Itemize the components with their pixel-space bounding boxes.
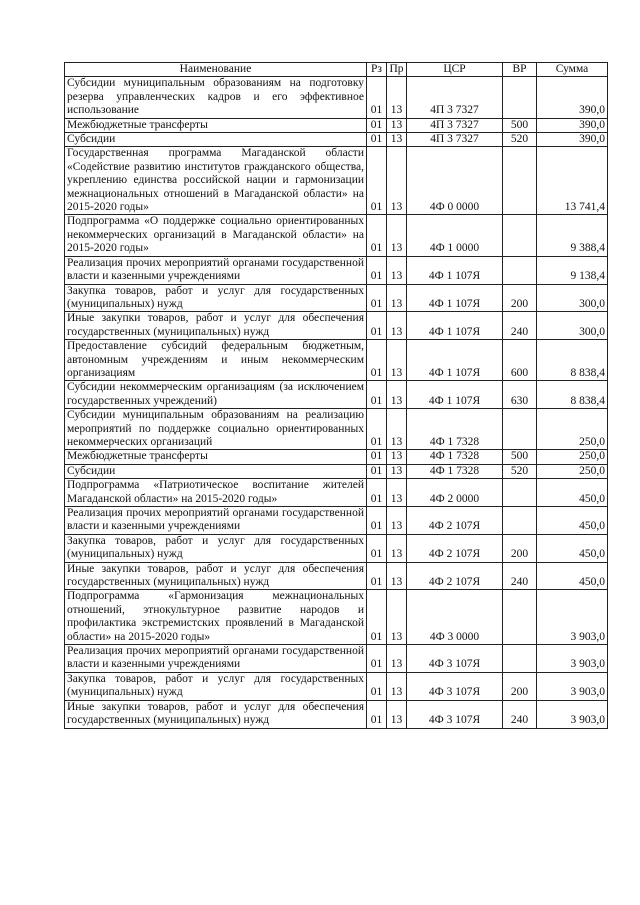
row-csr: 4Ф 1 7328 [407,450,503,464]
row-name: Предоставление субсидий федеральным бюджетным, автономным учреждениям и иным некоммерческим организациям [65,340,367,381]
row-pr: 13 [387,672,407,700]
table-row [65,464,608,478]
row-pr: 13 [387,312,407,340]
row-name: Подпрограмма «О поддержке социально ориентированных некоммерческих организаций в Магаданской области» на 2015-2020 годы» [65,215,367,256]
row-vr: 500 [503,450,537,464]
row-name: Субсидии муниципальным образованиям на реализацию мероприятий по поддержке социально ориентированных некоммерческих организаций [65,409,367,450]
row-rz: 01 [367,450,387,464]
row-csr: 4П 3 7327 [407,118,503,132]
row-pr: 13 [387,340,407,381]
table-row [65,590,608,645]
row-vr [503,147,537,215]
row-sum: 13 741,4 [537,147,608,215]
row-vr: 200 [503,284,537,312]
row-name: Подпрограмма «Гармонизация межнациональных отношений, этнокультурное развитие народов и профилактика экстремистских проявлений в Магаданской области» на 2015-2020 годы» [65,590,367,645]
row-sum: 390,0 [537,118,608,132]
row-pr: 13 [387,284,407,312]
row-csr: 4Ф 3 107Я [407,672,503,700]
row-sum: 8 838,4 [537,381,608,409]
row-csr: 4Ф 2 0000 [407,479,503,507]
row-vr: 520 [503,133,537,147]
row-csr: 4Ф 1 7328 [407,464,503,478]
row-rz: 01 [367,340,387,381]
row-rz: 01 [367,590,387,645]
row-rz: 01 [367,700,387,728]
row-sum: 300,0 [537,284,608,312]
table-row [65,534,608,562]
table-row [65,672,608,700]
row-rz: 01 [367,118,387,132]
row-pr: 13 [387,534,407,562]
row-vr: 500 [503,118,537,132]
row-pr: 13 [387,77,407,118]
row-rz: 01 [367,409,387,450]
row-pr: 13 [387,562,407,590]
header-vr: ВР [503,63,537,77]
row-rz: 01 [367,479,387,507]
row-pr: 13 [387,147,407,215]
row-rz: 01 [367,147,387,215]
row-sum: 9 138,4 [537,256,608,284]
header-csr: ЦСР [407,63,503,77]
row-vr: 240 [503,700,537,728]
row-name: Подпрограмма «Патриотическое воспитание жителей Магаданской области» на 2015-2020 годы» [65,479,367,507]
row-name: Государственная программа Магаданской области «Содействие развитию институтов гражданского общества, укреплению единства российской нации и гармонизации межнациональных отношений в Магаданской области» на 2015-2020 годы» [65,147,367,215]
table-row [65,479,608,507]
row-rz: 01 [367,562,387,590]
row-sum: 450,0 [537,479,608,507]
row-csr: 4Ф 1 0000 [407,215,503,256]
row-vr: 200 [503,534,537,562]
row-name: Реализация прочих мероприятий органами государственной власти и казенными учреждениями [65,645,367,673]
row-sum: 300,0 [537,312,608,340]
row-vr: 520 [503,464,537,478]
row-name: Закупка товаров, работ и услуг для государственных (муниципальных) нужд [65,534,367,562]
table-row [65,700,608,728]
row-csr: 4Ф 3 107Я [407,700,503,728]
row-vr [503,507,537,535]
row-vr: 630 [503,381,537,409]
header-rz: Рз [367,63,387,77]
row-csr: 4Ф 1 107Я [407,340,503,381]
row-pr: 13 [387,464,407,478]
row-sum: 250,0 [537,450,608,464]
row-pr: 13 [387,409,407,450]
table-row [65,381,608,409]
row-sum: 250,0 [537,409,608,450]
row-pr: 13 [387,133,407,147]
table-body [65,77,608,728]
row-vr: 600 [503,340,537,381]
table-row [65,507,608,535]
row-vr [503,77,537,118]
row-csr: 4Ф 2 107Я [407,562,503,590]
row-sum: 8 838,4 [537,340,608,381]
row-rz: 01 [367,77,387,118]
row-vr: 240 [503,312,537,340]
row-name: Закупка товаров, работ и услуг для государственных (муниципальных) нужд [65,672,367,700]
row-pr: 13 [387,256,407,284]
row-sum: 3 903,0 [537,645,608,673]
table-row [65,215,608,256]
table-row [65,645,608,673]
row-pr: 13 [387,507,407,535]
row-rz: 01 [367,645,387,673]
row-rz: 01 [367,133,387,147]
row-pr: 13 [387,645,407,673]
row-sum: 450,0 [537,562,608,590]
row-pr: 13 [387,215,407,256]
table-row [65,77,608,118]
row-vr [503,409,537,450]
row-sum: 3 903,0 [537,672,608,700]
row-pr: 13 [387,479,407,507]
row-pr: 13 [387,381,407,409]
row-rz: 01 [367,534,387,562]
table-row [65,312,608,340]
row-vr [503,590,537,645]
row-csr: 4Ф 1 107Я [407,256,503,284]
row-csr: 4Ф 3 0000 [407,590,503,645]
row-pr: 13 [387,118,407,132]
row-csr: 4П 3 7327 [407,77,503,118]
row-rz: 01 [367,215,387,256]
table-row [65,284,608,312]
row-csr: 4Ф 0 0000 [407,147,503,215]
row-vr [503,215,537,256]
row-vr [503,479,537,507]
header-name: Наименование [65,63,367,77]
row-pr: 13 [387,590,407,645]
row-rz: 01 [367,464,387,478]
row-name: Межбюджетные трансферты [65,118,367,132]
row-name: Иные закупки товаров, работ и услуг для обеспечения государственных (муниципальных) нужд [65,700,367,728]
row-rz: 01 [367,284,387,312]
row-name: Иные закупки товаров, работ и услуг для обеспечения государственных (муниципальных) нужд [65,312,367,340]
row-name: Субсидии муниципальным образованиям на подготовку резерва управленческих кадров и его эффективное использование [65,77,367,118]
row-vr: 200 [503,672,537,700]
row-csr: 4Ф 1 107Я [407,284,503,312]
row-name: Субсидии некоммерческим организациям (за исключением государственных учреждений) [65,381,367,409]
row-name: Межбюджетные трансферты [65,450,367,464]
row-sum: 390,0 [537,77,608,118]
row-csr: 4Ф 1 107Я [407,381,503,409]
row-rz: 01 [367,507,387,535]
row-sum: 3 903,0 [537,700,608,728]
row-csr: 4Ф 2 107Я [407,534,503,562]
row-csr: 4Ф 2 107Я [407,507,503,535]
header-row [65,63,608,77]
row-sum: 250,0 [537,464,608,478]
row-csr: 4Ф 1 7328 [407,409,503,450]
row-name: Субсидии [65,464,367,478]
row-sum: 450,0 [537,507,608,535]
row-name: Реализация прочих мероприятий органами государственной власти и казенными учреждениями [65,256,367,284]
row-pr: 13 [387,700,407,728]
row-sum: 450,0 [537,534,608,562]
row-rz: 01 [367,312,387,340]
header-pr: Пр [387,63,407,77]
row-name: Закупка товаров, работ и услуг для государственных (муниципальных) нужд [65,284,367,312]
row-pr: 13 [387,450,407,464]
table-row [65,118,608,132]
row-sum: 390,0 [537,133,608,147]
row-rz: 01 [367,381,387,409]
row-rz: 01 [367,672,387,700]
document-page [64,62,607,729]
table-row [65,450,608,464]
row-csr: 4П 3 7327 [407,133,503,147]
row-vr: 240 [503,562,537,590]
table-row [65,147,608,215]
row-name: Иные закупки товаров, работ и услуг для обеспечения государственных (муниципальных) нужд [65,562,367,590]
row-rz: 01 [367,256,387,284]
row-csr: 4Ф 1 107Я [407,312,503,340]
row-csr: 4Ф 3 107Я [407,645,503,673]
row-sum: 3 903,0 [537,590,608,645]
row-name: Реализация прочих мероприятий органами государственной власти и казенными учреждениями [65,507,367,535]
table-row [65,562,608,590]
table-row [65,409,608,450]
table-row [65,340,608,381]
row-vr [503,645,537,673]
row-vr [503,256,537,284]
header-sum: Сумма [537,63,608,77]
row-name: Субсидии [65,133,367,147]
budget-table [64,62,608,729]
table-row [65,133,608,147]
row-sum: 9 388,4 [537,215,608,256]
table-header [65,63,608,77]
table-row [65,256,608,284]
